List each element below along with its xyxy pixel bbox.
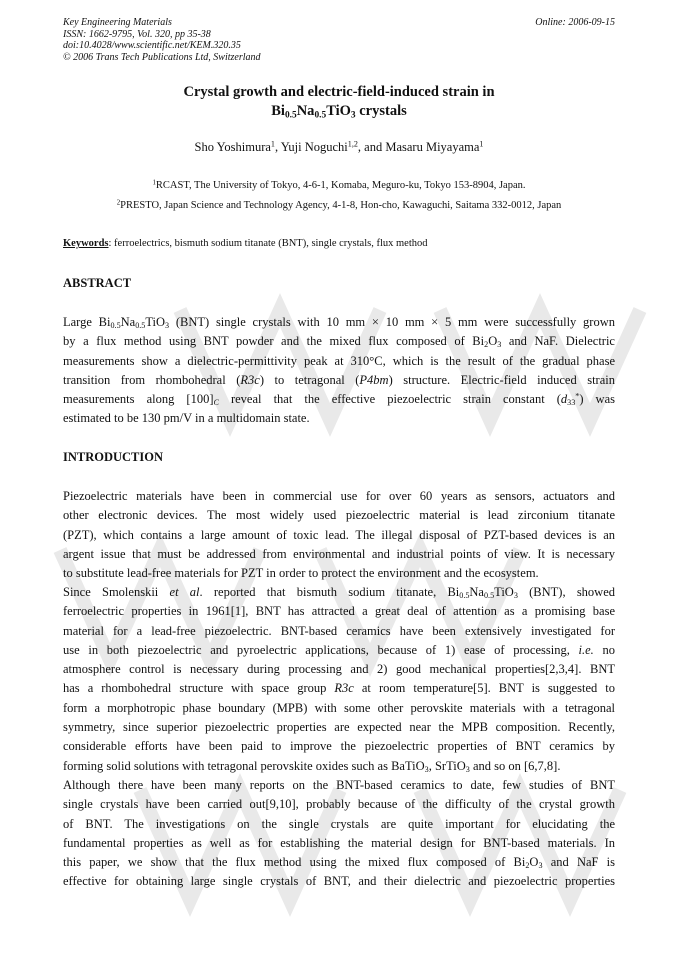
introduction-heading: INTRODUCTION: [63, 450, 164, 464]
abstract-line: Large $Bi_{0.5}Na_{0.5}TiO_3$ (BNT) single crystals with 10 mm × 10 mm × 5 mm were successfully grown: [63, 315, 615, 331]
intro-line: argent issue that must be addressed from environmental and industrial points of view. It is necessary: [63, 546, 615, 561]
intro-line: Although there have been many reports on the BNT-based ceramics to date, few studies of BNT: [63, 778, 615, 792]
paper-title: [63, 83, 615, 121]
intro-line: fundamental properties as well as for establishing the material design for BNT-based materials. In: [63, 835, 615, 850]
intro-line: forming solid solutions with tetragonal perovskite oxides such as BaTiO$_3$, SrTiO$_3$ and so on [6,7,8].: [63, 758, 561, 774]
title-line-2: $Bi_{0.5}Na_{0.5}TiO_3$ crystals: [271, 103, 407, 121]
intro-line: symmetry, since superior piezoelectric properties are expected near the MPB composition. Recently,: [63, 720, 615, 735]
intro-line: material for a lead-free piezoelectric. BNT-based ceramics have been extensively investigated for: [63, 623, 615, 638]
intro-line: (PZT), which contains a large amount of toxic lead. The illegal disposal of PZT-based devices is an: [63, 527, 615, 542]
author-list: Sho Yoshimura$^1$, Yuji Noguchi$^{1,2}$, and Masaru Miyayama$^1$: [194, 139, 484, 154]
intro-line: atmosphere control is necessary during processing and 2) good mechanical properties[2,3,4]. BNT: [63, 662, 615, 677]
intro-line: to substitute lead-free materials for PZT in order to protect the environment and the ecosystem.: [63, 566, 539, 581]
abstract-line: transition from rhombohedral (R3c) to tetragonal (P4bm) structure. Electric-field induced strain: [63, 372, 615, 387]
affiliation-1: $^1$RCAST, The University of Tokyo, 4-6-1, Komaba, Meguro-ku, Tokyo 153-8904, Japan.: [152, 179, 526, 191]
journal-header: [63, 17, 615, 63]
doi-line: doi:10.4028/www.scientific.net/KEM.320.35: [63, 40, 241, 51]
keywords-label: Keywords: [63, 238, 109, 249]
intro-paragraph-3: [63, 776, 615, 892]
copyright-line: © 2006 Trans Tech Publications Ltd, Switzerland: [63, 51, 261, 63]
online-date: Online: 2006-09-15: [535, 17, 615, 28]
abstract-heading: ABSTRACT: [63, 276, 132, 290]
intro-line: effective for obtaining large single crystals of BNT, and their dielectric and piezoelectric properties: [63, 874, 615, 889]
abstract-line: measurements along $[100]_C$ reveal that the effective piezoelectric strain constant $(d_{33}^*)$ was: [63, 391, 615, 408]
intro-paragraph-2: [63, 583, 615, 776]
intro-line: use in both piezoelectric and pyroelectric applications, because of 1) ease of processing, i.e. no: [63, 642, 615, 657]
intro-line: Since Smolenskii et al. reported that bismuth sodium titanate, $Bi_{0.5}Na_{0.5}TiO_3$ (BNT), showed: [63, 585, 616, 601]
journal-name: Key Engineering Materials: [63, 17, 172, 28]
intro-line: this paper, we show that the flux method using the mixed flux composed of $Bi_2O_3$ and NaF is: [63, 855, 615, 871]
intro-paragraph-1: [63, 487, 615, 583]
intro-line: form a morphotropic phase boundary (MPB) with some other perovskite materials with a tetragonal: [63, 700, 615, 715]
intro-line: ferroelectric properties in 1961[1], BNT has attracted a great deal of attention as a promising base: [63, 604, 615, 619]
affiliation-2: $^2$PRESTO, Japan Science and Technology Agency, 4-1-8, Hon-cho, Kawaguchi, Saitama 332-0012, Japan: [116, 199, 562, 211]
abstract-text: [63, 313, 615, 429]
intro-line: considerable efforts have been paid to improve the piezoelectric properties of BNT ceramics by: [63, 739, 615, 754]
intro-line: has a rhombohedral structure with space group R3c at room temperature[5]. BNT is suggested to: [63, 681, 615, 696]
intro-line: of BNT. The investigations on the single crystals are quite important for elucidating the: [63, 816, 615, 831]
abstract-line: measurements show a dielectric-permittivity peak at 310°C, which is the result of the gradual phase: [63, 353, 615, 368]
abstract-line: estimated to be 130 pm/V in a multidomain state.: [63, 411, 310, 426]
abstract-line: by a flux method using BNT powder and the mixed flux composed of $Bi_2O_3$ and NaF. Dielectric: [63, 334, 615, 350]
intro-line: Piezoelectric materials have been in commercial use for over 60 years as sensors, actuators and: [63, 489, 615, 503]
intro-line: other electronic devices. The most widely used piezoelectric material is lead zirconium titanate: [63, 508, 615, 523]
title-line-1: Crystal growth and electric-field-induced strain in: [183, 84, 495, 100]
intro-line: single crystals have been carried out[9,10], probably because of the difficulty of the crystal growth: [63, 797, 615, 812]
issn-line: ISSN: 1662-9795, Vol. 320, pp 35-38: [63, 28, 211, 40]
keywords-line: Keywords: ferroelectrics, bismuth sodium titanate (BNT), single crystals, flux method: [63, 238, 428, 249]
